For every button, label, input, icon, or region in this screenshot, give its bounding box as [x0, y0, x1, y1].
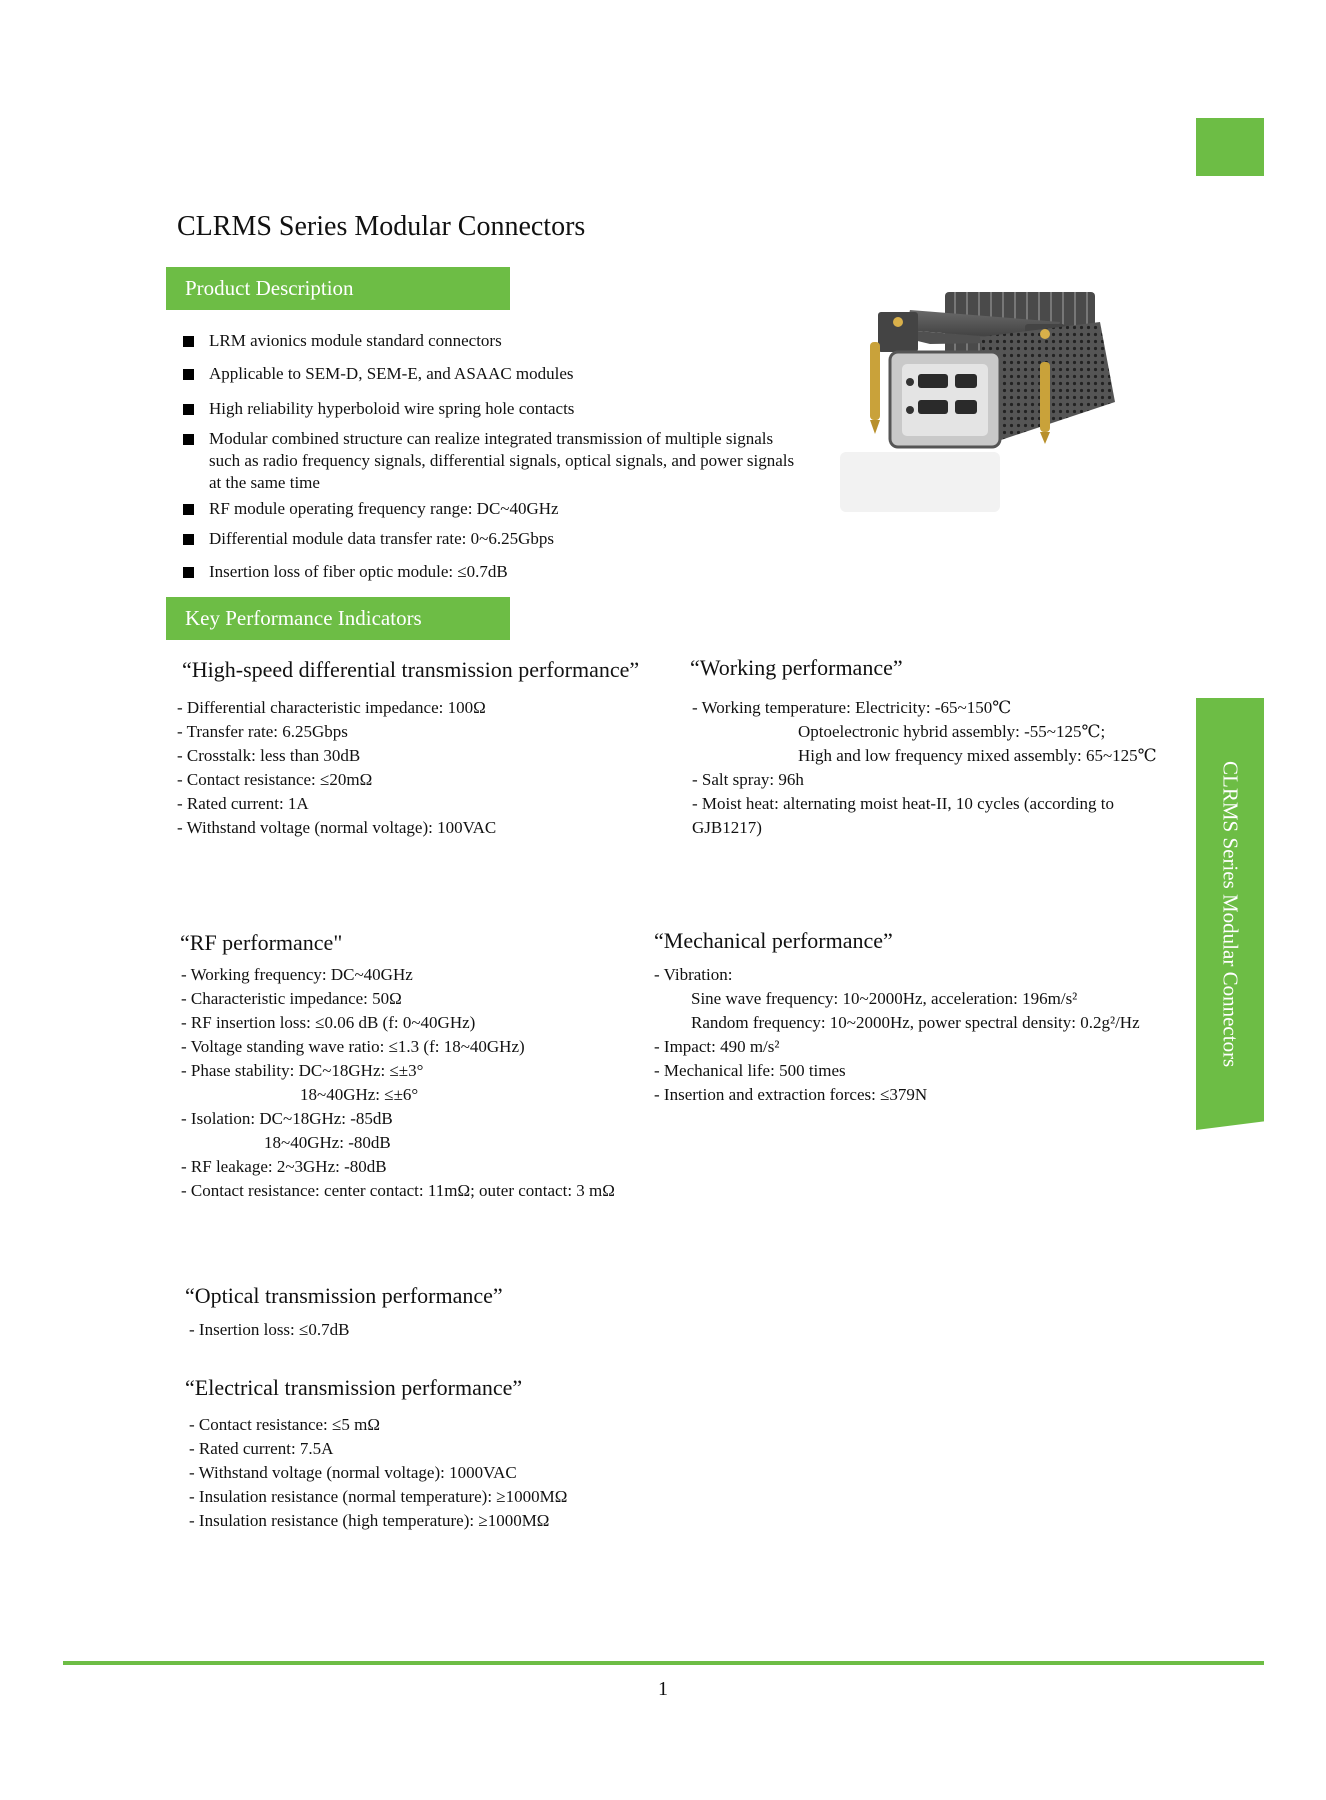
spec-line: - Contact resistance: ≤5 mΩ	[189, 1415, 380, 1434]
spec-line: - Rated current: 1A	[177, 794, 309, 813]
spec-line: - Working temperature: Electricity: -65~150℃	[692, 698, 1012, 717]
page-number: 1	[658, 1678, 668, 1700]
working-spec-list	[692, 696, 1157, 840]
spec-line: - RF insertion loss: ≤0.06 dB (f: 0~40GHz)	[181, 1013, 476, 1032]
bullet-item: Modular combined structure can realize integrated transmission of multiple signals such as radio frequency signals, differential signals, optical signals, and power signals at the same time	[183, 428, 799, 494]
spec-line: - Insulation resistance (normal temperature): ≥1000MΩ	[189, 1487, 568, 1506]
spec-line: - Vibration:	[654, 965, 733, 984]
spec-line: Optoelectronic hybrid assembly: -55~125℃;	[798, 722, 1106, 741]
bullet-item: Differential module data transfer rate: 0~6.25Gbps	[183, 528, 799, 550]
spec-line: - Rated current: 7.5A	[189, 1439, 334, 1458]
electrical-section-title: “Electrical transmission performance”	[185, 1375, 523, 1400]
spec-line: - Insertion and extraction forces: ≤379N	[654, 1085, 928, 1104]
spec-line: Random frequency: 10~2000Hz, power spectral density: 0.2g²/Hz	[691, 1013, 1140, 1032]
spec-line: - Characteristic impedance: 50Ω	[181, 989, 402, 1008]
spec-line: - Transfer rate: 6.25Gbps	[177, 722, 348, 741]
product-description-banner: Product Description	[166, 267, 510, 310]
spec-line: - Voltage standing wave ratio: ≤1.3 (f: 18~40GHz)	[181, 1037, 525, 1056]
spec-line: 18~40GHz: -80dB	[264, 1133, 391, 1152]
optical-section-title: “Optical transmission performance”	[185, 1283, 503, 1308]
mechanical-section-title: “Mechanical performance”	[654, 928, 893, 953]
bullet-item: LRM avionics module standard connectors	[183, 330, 799, 352]
spec-line: - Crosstalk: less than 30dB	[177, 746, 361, 765]
differential-section-title: “High-speed differential transmission performance”	[182, 657, 640, 682]
document-title: CLRMS Series Modular Connectors	[177, 211, 586, 242]
spec-line: - Moist heat: alternating moist heat-II, 10 cycles (according to	[692, 794, 1115, 813]
spec-line: - Insulation resistance (high temperature): ≥1000MΩ	[189, 1511, 550, 1530]
spec-line: - Working frequency: DC~40GHz	[181, 965, 413, 984]
rf-spec-list	[181, 963, 615, 1203]
spec-line: - Insertion loss: ≤0.7dB	[189, 1320, 350, 1339]
spec-line: 18~40GHz: ≤±6°	[300, 1085, 419, 1104]
bullet-item: Insertion loss of fiber optic module: ≤0.7dB	[183, 561, 799, 583]
differential-spec-list	[177, 696, 496, 840]
spec-line: - Withstand voltage (normal voltage): 100VAC	[177, 818, 497, 837]
spec-line: High and low frequency mixed assembly: 65~125℃	[798, 746, 1157, 765]
working-section-title: “Working performance”	[690, 655, 903, 680]
footer-divider	[63, 1661, 1264, 1665]
spec-line: - Salt spray: 96h	[692, 770, 804, 789]
rf-section-title: “RF performance"	[180, 930, 343, 955]
spec-line: GJB1217)	[692, 818, 762, 837]
bullet-item: High reliability hyperboloid wire spring hole contacts	[183, 398, 799, 420]
spec-line: - Mechanical life: 500 times	[654, 1061, 846, 1080]
side-tab-label-wrapper	[1196, 698, 1264, 1130]
spec-line: - Isolation: DC~18GHz: -85dB	[181, 1109, 393, 1128]
mechanical-spec-list	[654, 963, 1140, 1107]
kpi-banner: Key Performance Indicators	[166, 597, 510, 640]
spec-line: - Impact: 490 m/s²	[654, 1037, 780, 1056]
spec-line: - Contact resistance: ≤20mΩ	[177, 770, 373, 789]
spec-line: - Contact resistance: center contact: 11mΩ; outer contact: 3 mΩ	[181, 1181, 615, 1200]
spec-line: - RF leakage: 2~3GHz: -80dB	[181, 1157, 387, 1176]
spec-line: - Differential characteristic impedance: 100Ω	[177, 698, 486, 717]
electrical-spec-list	[189, 1413, 567, 1533]
connector-product-image	[770, 282, 1125, 517]
optical-spec-list	[189, 1318, 349, 1342]
spec-line: - Phase stability: DC~18GHz: ≤±3°	[181, 1061, 424, 1080]
bullet-item: RF module operating frequency range: DC~40GHz	[183, 498, 799, 520]
side-tab-label: CLRMS Series Modular Connectors	[1218, 760, 1243, 1068]
bullet-item: Applicable to SEM-D, SEM-E, and ASAAC modules	[183, 363, 799, 385]
spec-line: Sine wave frequency: 10~2000Hz, acceleration: 196m/s²	[691, 989, 1078, 1008]
corner-accent-block	[1196, 118, 1264, 176]
spec-line: - Withstand voltage (normal voltage): 1000VAC	[189, 1463, 517, 1482]
